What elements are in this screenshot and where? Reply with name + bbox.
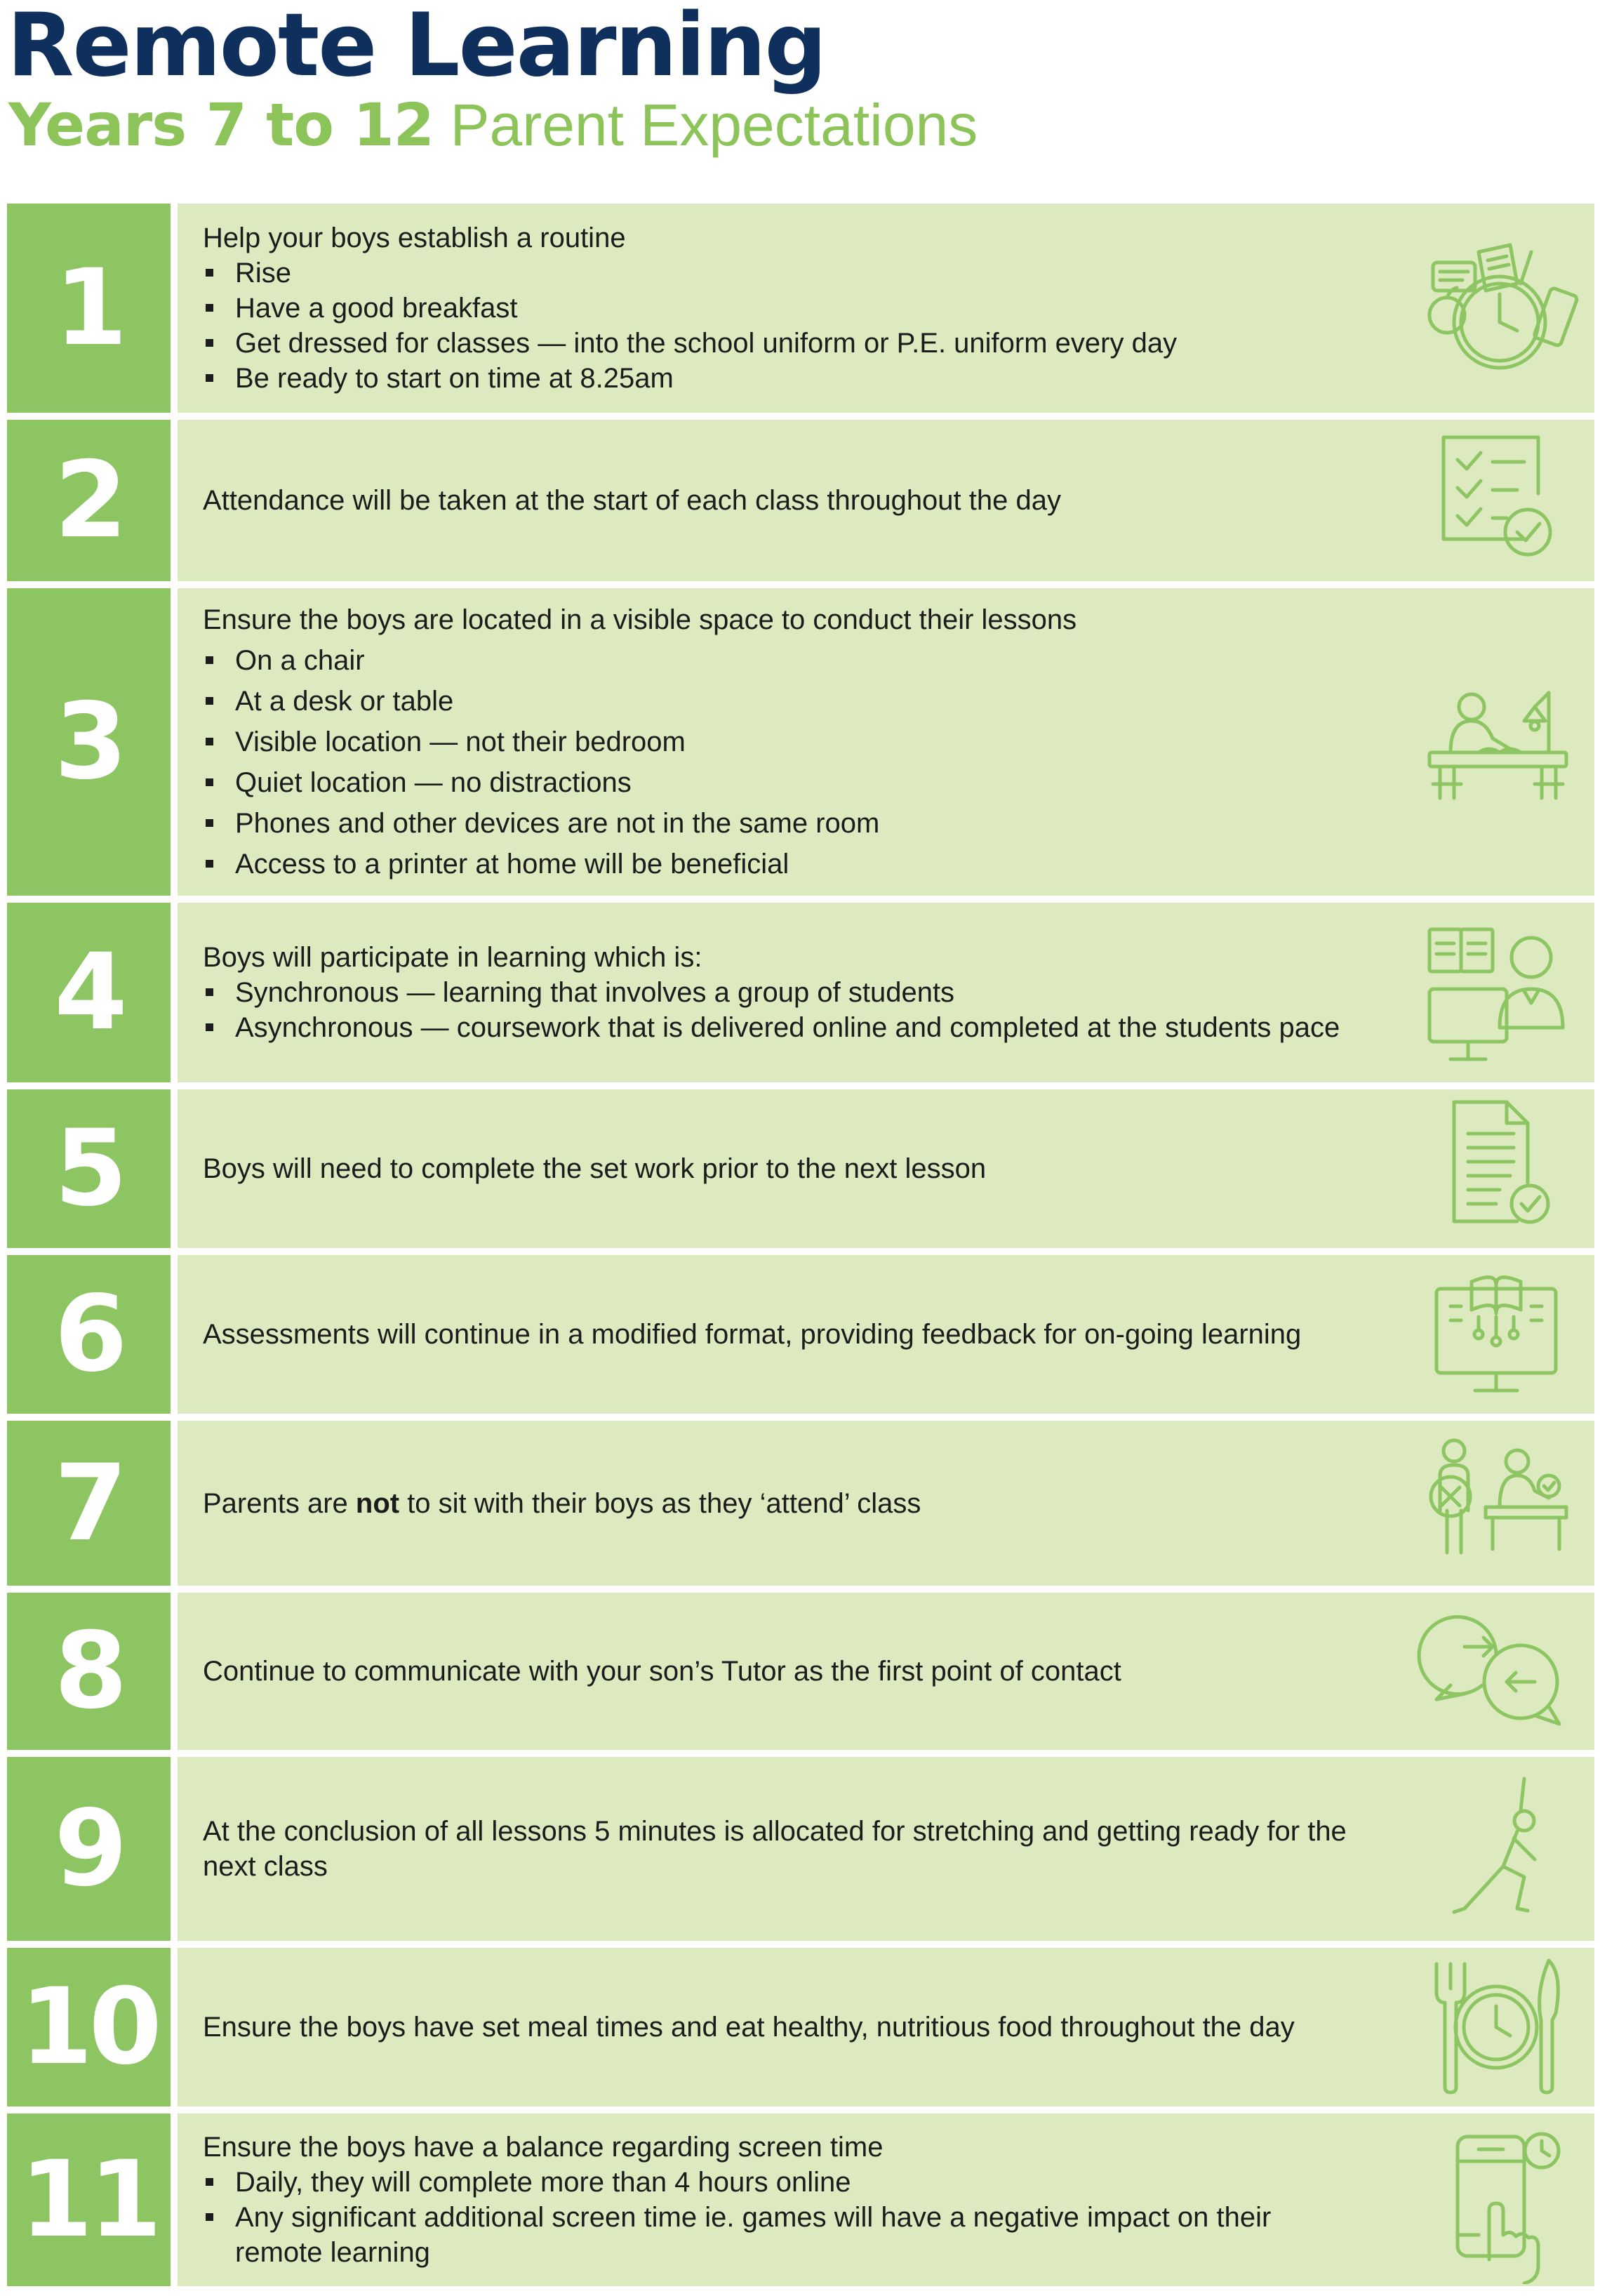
schedule-clock-icon [1412, 224, 1580, 392]
meal-clock-icon [1412, 1943, 1580, 2111]
row-text-before: Parents are [203, 1487, 356, 1519]
row-content [178, 1255, 1594, 1414]
row-number: 6 [7, 1255, 171, 1414]
page-subtitle [8, 90, 978, 160]
row-content [178, 1757, 1594, 1941]
expectation-row-6 [7, 1255, 1594, 1414]
bullet-item: Phones and other devices are not in the same room [203, 803, 1076, 844]
subtitle-years: Years 7 to 12 [8, 91, 434, 159]
bullet-item: Visible location — not their bedroom [203, 722, 1076, 762]
header [7, 0, 1593, 190]
expectation-row-5 [7, 1089, 1594, 1248]
row-content [178, 588, 1594, 896]
stretching-icon [1412, 1765, 1580, 1933]
row-text: Boys will need to complete the set work prior to the next lesson [203, 1153, 987, 1184]
row-content [178, 1593, 1594, 1750]
row-text: At the conclusion of all lessons 5 minutes is allocated for stretching and getting ready for the next class [203, 1816, 1347, 1882]
bullet-item: Access to a printer at home will be beneficial [203, 844, 1076, 884]
row-content [178, 204, 1594, 413]
bullet-item: Quiet location — no distractions [203, 762, 1076, 803]
expectation-row-2 [7, 420, 1594, 581]
row-heading: Boys will participate in learning which is: [203, 942, 702, 973]
page-title: Remote Learning [7, 0, 826, 96]
bullet-item: Be ready to start on time at 8.25am [203, 361, 1177, 396]
row-heading: Ensure the boys have a balance regarding screen time [203, 2132, 884, 2163]
bullet-item: Have a good breakfast [203, 291, 1177, 326]
row-number: 10 [7, 1948, 171, 2106]
row-content [178, 903, 1594, 1082]
row-heading: Ensure the boys are located in a visible space to conduct their lessons [203, 604, 1077, 635]
row-number: 3 [7, 588, 171, 896]
student-desk-icon [1412, 658, 1580, 826]
bullet-item: Synchronous — learning that involves a group of students [203, 975, 1340, 1010]
row-text [203, 1486, 921, 1521]
row-number: 2 [7, 420, 171, 581]
row-text [203, 599, 1076, 884]
row-content [178, 1089, 1594, 1248]
checklist-icon [1412, 416, 1580, 585]
row-content [178, 1948, 1594, 2106]
row-text: Attendance will be taken at the start of each class throughout the day [203, 485, 1061, 516]
expectation-row-7 [7, 1421, 1594, 1586]
bullet-item: At a desk or table [203, 681, 1076, 722]
expectation-row-11 [7, 2113, 1594, 2286]
bullet-list [203, 2165, 1363, 2270]
no-parent-icon [1412, 1419, 1580, 1588]
row-text [203, 2130, 1363, 2270]
bullet-item: Rise [203, 256, 1177, 291]
row-text [203, 220, 1177, 396]
row-number: 8 [7, 1593, 171, 1750]
row-content [178, 1421, 1594, 1586]
bullet-list [203, 640, 1076, 884]
chat-bubbles-icon [1412, 1587, 1580, 1756]
expectations-list [7, 204, 1594, 2293]
row-text-after: to sit with their boys as they ‘attend’ class [399, 1487, 921, 1519]
document-check-icon [1412, 1084, 1580, 1253]
row-text: Assessments will continue in a modified format, providing feedback for on-going learning [203, 1319, 1302, 1350]
row-text: Continue to communicate with your son’s Tutor as the first point of contact [203, 1656, 1121, 1687]
row-number: 5 [7, 1089, 171, 1248]
bullet-list [203, 256, 1177, 396]
bullet-item: Any significant additional screen time ie. games will have a negative impact on their remote learning [203, 2200, 1363, 2270]
phone-time-icon [1412, 2116, 1580, 2284]
monitor-book-icon [1412, 1250, 1580, 1419]
row-number: 9 [7, 1757, 171, 1941]
bullet-item: Daily, they will complete more than 4 hours online [203, 2165, 1363, 2200]
expectation-row-9 [7, 1757, 1594, 1941]
row-text-emphasis: not [355, 1487, 400, 1519]
bullet-item: On a chair [203, 640, 1076, 681]
row-text: Ensure the boys have set meal times and eat healthy, nutritious food throughout the day [203, 2012, 1295, 2043]
bullet-item: Asynchronous — coursework that is delivered online and completed at the students pace [203, 1010, 1340, 1045]
expectation-row-3 [7, 588, 1594, 896]
expectation-row-8 [7, 1593, 1594, 1750]
row-number: 4 [7, 903, 171, 1082]
expectation-row-10 [7, 1948, 1594, 2106]
bullet-item: Get dressed for classes — into the school uniform or P.E. uniform every day [203, 326, 1177, 361]
row-number: 11 [7, 2113, 171, 2286]
row-heading: Help your boys establish a routine [203, 223, 626, 253]
row-content [178, 2113, 1594, 2286]
expectation-row-4 [7, 903, 1594, 1082]
row-number: 7 [7, 1421, 171, 1586]
expectation-row-1 [7, 204, 1594, 413]
online-learning-icon [1412, 908, 1580, 1077]
row-number: 1 [7, 204, 171, 413]
subtitle-expectations: Parent Expectations [450, 92, 978, 158]
row-content [178, 420, 1594, 581]
row-text [203, 940, 1340, 1045]
bullet-list [203, 975, 1340, 1045]
